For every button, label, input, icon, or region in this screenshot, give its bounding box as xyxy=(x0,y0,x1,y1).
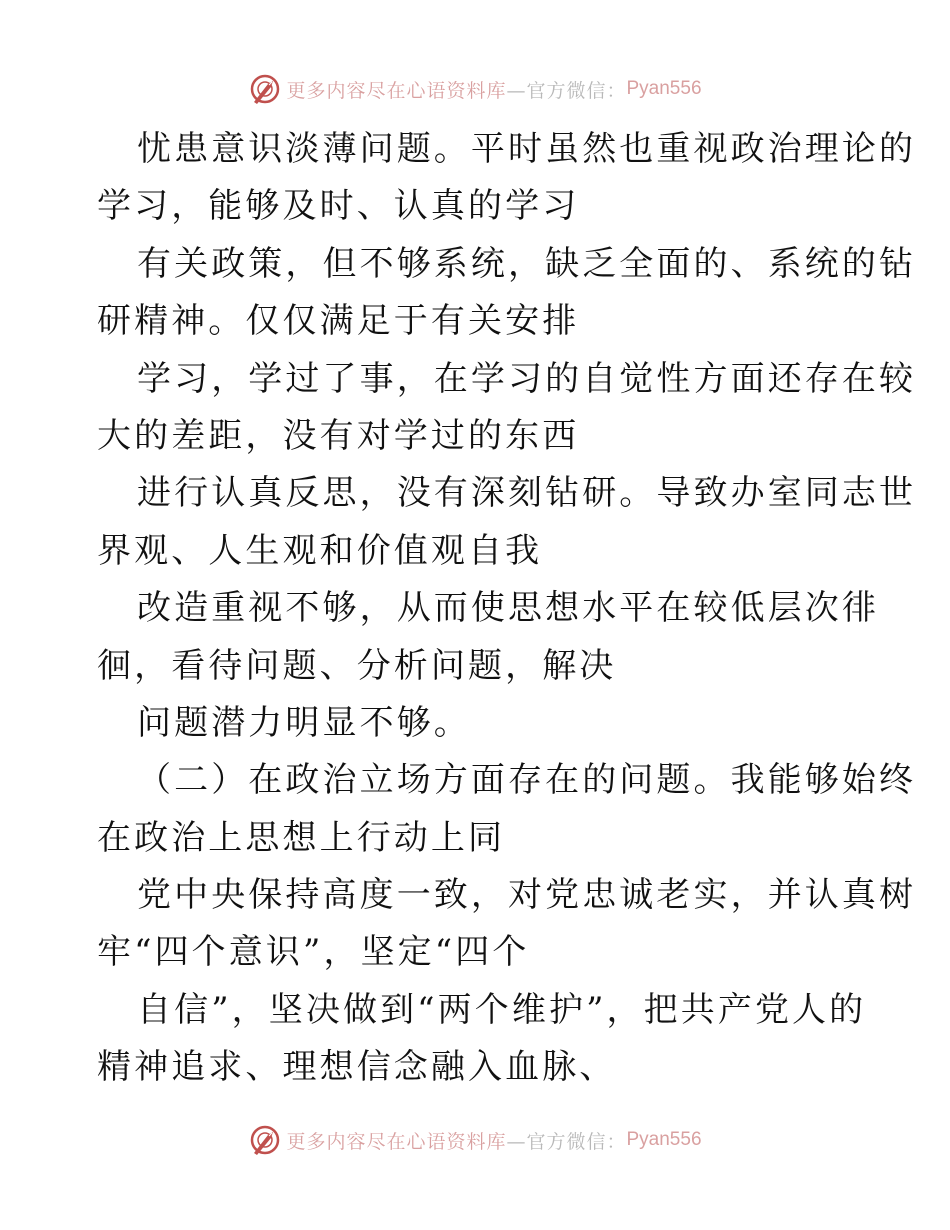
body-line: 在政治上思想上行动上同 xyxy=(97,817,506,858)
body-line: 进行认真反思，没有深刻钻研。导致办室同志世 xyxy=(137,473,917,514)
watermark-official-text: —官方微信： xyxy=(506,79,627,102)
body-line: 自信”，坚决做到“两个维护”，把共产党人的 xyxy=(137,989,867,1030)
body-line: 界观、人生观和价值观自我 xyxy=(97,530,543,571)
body-line: 忧患意识淡薄问题。平时虽然也重视政治理论的 xyxy=(137,129,917,169)
body-line: 学习，能够及时、认真的学习 xyxy=(97,186,580,227)
watermark-official-text: —官方微信： xyxy=(506,1130,627,1153)
document-body xyxy=(97,121,917,1097)
body-line: 精神追求、理想信念融入血脉、 xyxy=(97,1047,617,1088)
body-line: 牢“四个意识”，坚定“四个 xyxy=(97,932,530,973)
watermark-wechat-id: Pyan556 xyxy=(626,1129,702,1150)
body-line: 大的差距，没有对学过的东西 xyxy=(97,415,580,456)
body-line: 有关政策，但不够系统，缺乏全面的、系统的钻 xyxy=(137,243,917,284)
watermark-wechat-id: Pyan556 xyxy=(626,78,702,99)
pen-nib-logo-icon xyxy=(248,72,282,106)
body-line: 徊，看待问题、分析问题，解决 xyxy=(97,645,617,686)
section-heading-line: （二）在政治立场方面存在的问题。我能够始终 xyxy=(137,760,917,801)
watermark-site-text: 更多内容尽在心语资料库 xyxy=(286,1130,507,1153)
pen-nib-logo-icon xyxy=(248,1123,282,1157)
header-watermark xyxy=(0,72,950,106)
watermark-site-text: 更多内容尽在心语资料库 xyxy=(286,79,507,102)
body-line: 研精神。仅仅满足于有关安排 xyxy=(97,301,580,342)
body-line: 学习，学过了事，在学习的自觉性方面还存在较 xyxy=(137,358,917,399)
body-line: 问题潜力明显不够。 xyxy=(137,702,471,743)
body-line: 党中央保持高度一致，对党忠诚老实，并认真树 xyxy=(137,875,917,916)
body-line: 改造重视不够，从而使思想水平在较低层次徘 xyxy=(137,588,879,629)
footer-watermark xyxy=(0,1123,950,1157)
